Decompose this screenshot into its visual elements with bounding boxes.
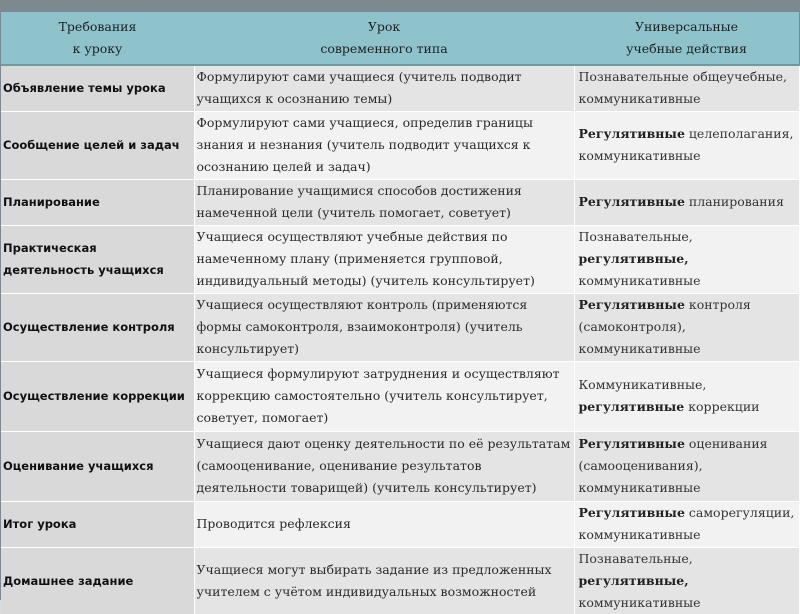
actions-text: Познавательные общеучебные, коммуникативные — [578, 69, 787, 107]
lesson-cell: Учащиеся дают оценку деятельности по её результатам (самооценивание, оценивание результатов деятельности товарищей) (учитель консультирует) — [194, 431, 574, 501]
header-actions — [574, 12, 799, 65]
actions-bold: Регулятивные — [578, 126, 685, 141]
header-requirements — [1, 12, 194, 65]
table-row — [1, 293, 799, 361]
actions-text: коммуникативные — [578, 594, 701, 610]
requirement-cell: Объявление темы урока — [1, 65, 194, 111]
lesson-cell: Проводится рефлексия — [194, 501, 574, 547]
header-actions-line2: учебные действия — [626, 41, 747, 56]
lesson-cell: Планирование учащимися способов достижения намеченной цели (учитель помогает, советует) — [194, 179, 574, 225]
requirement-cell: Оценивание учащихся — [1, 431, 194, 501]
table-row — [1, 431, 799, 501]
table-row — [1, 361, 799, 431]
actions-bold: Регулятивные — [578, 436, 685, 451]
lesson-cell: Формулируют сами учащиеся (учитель подводит учащихся к осознанию темы) — [194, 65, 574, 111]
actions-text: коррекции — [684, 399, 760, 414]
requirement-cell: Планирование — [1, 179, 194, 225]
table-row — [1, 501, 799, 547]
actions-pre: Коммуникативные, — [578, 377, 707, 392]
requirement-cell: Осуществление контроля — [1, 293, 194, 361]
actions-cell — [574, 225, 799, 293]
actions-bold: регулятивные, — [578, 572, 689, 588]
actions-text: коммуникативные — [578, 273, 701, 288]
requirement-cell: Домашнее задание — [1, 547, 194, 614]
table-header-row — [1, 12, 799, 65]
actions-bold: Регулятивные — [578, 194, 685, 209]
actions-bold: регулятивные — [578, 399, 685, 414]
table-row — [1, 225, 799, 293]
lesson-cell: Учащиеся осуществляют учебные действия по намеченному плану (применяется групповой, индивидуальный методы) (учитель консультирует) — [194, 225, 574, 293]
table-row — [1, 65, 799, 111]
actions-bold: Регулятивные — [578, 505, 685, 520]
table-row — [1, 111, 799, 179]
actions-cell — [574, 431, 799, 501]
lesson-cell: Учащиеся могут выбирать задание из предложенных учителем с учётом индивидуальных возможностей — [194, 547, 574, 614]
requirement-cell: Осуществление коррекции — [1, 361, 194, 431]
actions-cell — [574, 293, 799, 361]
requirement-cell: Итог урока — [1, 501, 194, 547]
actions-cell — [574, 361, 799, 431]
actions-cell — [574, 65, 799, 111]
lesson-cell: Учащиеся формулируют затруднения и осуществляют коррекцию самостоятельно (учитель консультирует, советует, помогает) — [194, 361, 574, 431]
header-requirements-line1: Требования — [58, 19, 137, 34]
actions-cell — [574, 111, 799, 179]
actions-text: оценивания (самооценивания), коммуникативные — [578, 436, 768, 495]
requirement-cell: Практическая деятельность учащихся — [1, 225, 194, 293]
header-lesson-line2: современного типа — [320, 41, 448, 56]
header-actions-line1: Универсальные — [634, 19, 738, 34]
lesson-comparison-table — [1, 12, 800, 614]
actions-text: саморегуляции, коммуникативные — [578, 505, 795, 542]
header-requirements-line2: к уроку — [72, 41, 123, 56]
requirement-cell: Сообщение целей и задач — [1, 111, 194, 179]
actions-cell — [574, 547, 799, 614]
actions-pre: Познавательные, — [578, 229, 693, 244]
actions-text: контроля (самоконтроля), коммуникативные — [578, 297, 751, 356]
header-lesson-line1: Урок — [367, 19, 401, 34]
actions-cell — [574, 179, 799, 225]
actions-text: планирования — [684, 194, 784, 209]
actions-bold: регулятивные, — [578, 251, 689, 266]
actions-cell — [574, 501, 799, 547]
actions-bold: Регулятивные — [578, 297, 685, 312]
header-lesson — [194, 12, 574, 65]
actions-text: целеполагания, коммуникативные — [578, 126, 794, 163]
lesson-cell: Формулируют сами учащиеся, определив границы знания и незнания (учитель подводит учащихся к осознанию целей и задач) — [194, 111, 574, 179]
table-row — [1, 179, 799, 225]
lesson-cell: Учащиеся осуществляют контроль (применяются формы самоконтроля, взаимоконтроля) (учитель консультирует) — [194, 293, 574, 361]
actions-pre: Познавательные, — [578, 550, 693, 566]
table-row — [1, 547, 799, 614]
